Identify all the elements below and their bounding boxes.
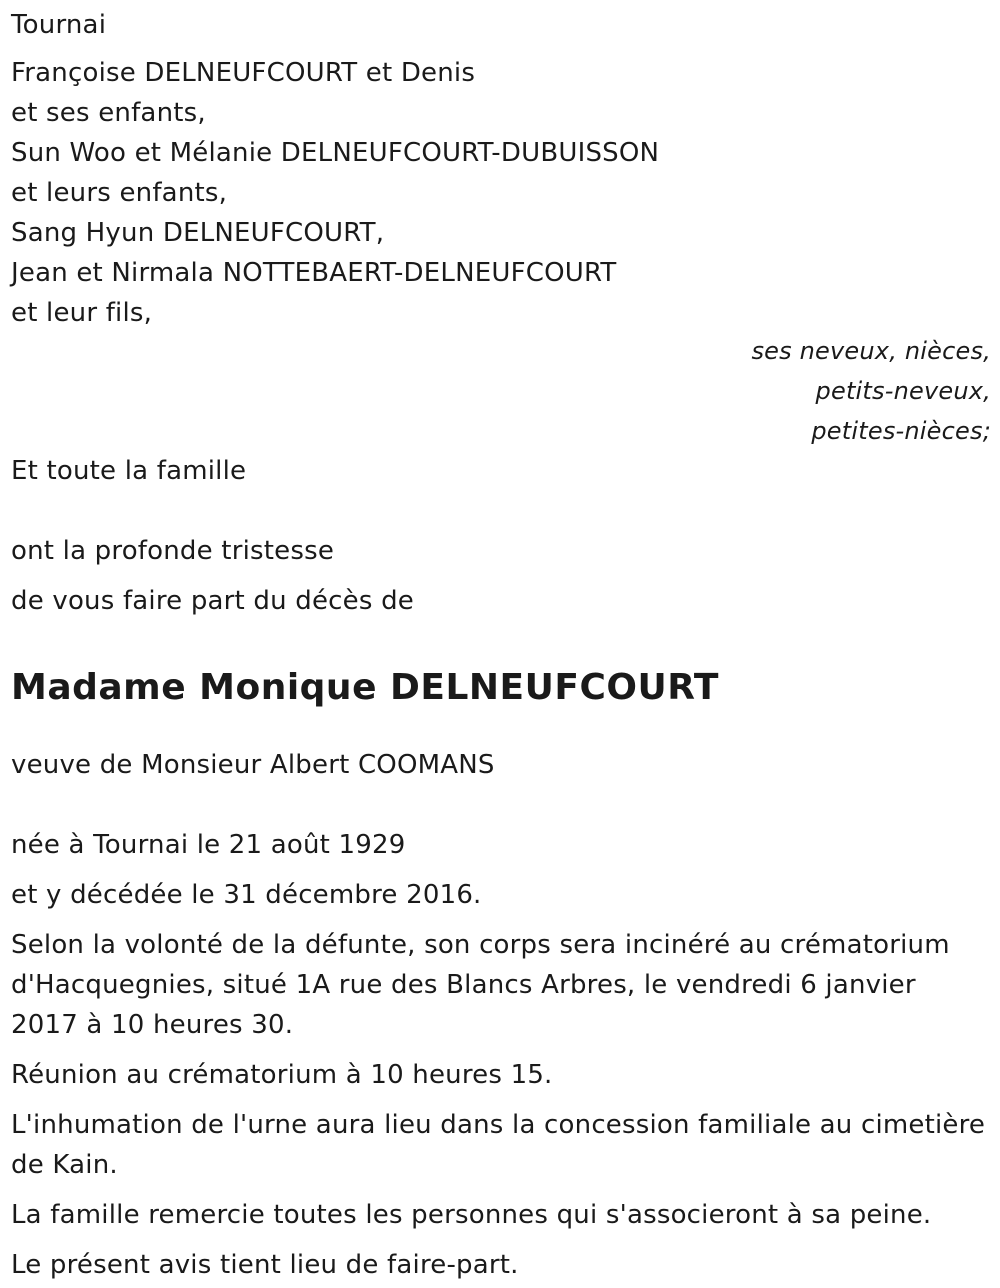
thanks-line: La famille remercie toutes les personnes qui s'associeront à sa peine. — [11, 1200, 932, 1230]
relatives-line: ses neveux, nièces, — [751, 337, 991, 365]
announcement-line: ont la profonde tristesse — [11, 536, 335, 566]
death-info: et y décédée le 31 décembre 2016. — [11, 880, 482, 910]
relatives-line: petites-nièces; — [811, 417, 991, 445]
whole-family: Et toute la famille — [11, 456, 247, 486]
widow-of: veuve de Monsieur Albert COOMANS — [11, 750, 495, 780]
announcement-line: de vous faire part du décès de — [11, 586, 414, 616]
burial-details: L'inhumation de l'urne aura lieu dans la concession familiale au cimetière de Kain. — [11, 1110, 986, 1180]
deceased-name: Madame Monique DELNEUFCOURT — [11, 667, 719, 708]
family-list — [11, 53, 991, 333]
family-line: Françoise DELNEUFCOURT et Denis — [11, 58, 476, 88]
city-heading: Tournai — [11, 10, 107, 40]
birth-info: née à Tournai le 21 août 1929 — [11, 830, 406, 860]
obituary-notice — [11, 0, 991, 1285]
family-line: Sang Hyun DELNEUFCOURT, — [11, 218, 385, 248]
relatives-line: petits-neveux, — [815, 377, 991, 405]
family-line: et leur fils, — [11, 298, 153, 328]
family-line: et ses enfants, — [11, 98, 206, 128]
family-line: Sun Woo et Mélanie DELNEUFCOURT-DUBUISSON — [11, 138, 660, 168]
family-line: et leurs enfants, — [11, 178, 228, 208]
notice-line: Le présent avis tient lieu de faire-part. — [11, 1250, 519, 1280]
relatives-list — [11, 331, 991, 451]
family-line: Jean et Nirmala NOTTEBAERT-DELNEUFCOURT — [11, 258, 617, 288]
gathering-details: Réunion au crématorium à 10 heures 15. — [11, 1060, 553, 1090]
cremation-details: Selon la volonté de la défunte, son corps sera incinéré au crématorium d'Hacquegnies, situé 1A rue des Blancs Arbres, le vendredi 6 janvier 2017 à 10 heures 30. — [11, 930, 950, 1040]
